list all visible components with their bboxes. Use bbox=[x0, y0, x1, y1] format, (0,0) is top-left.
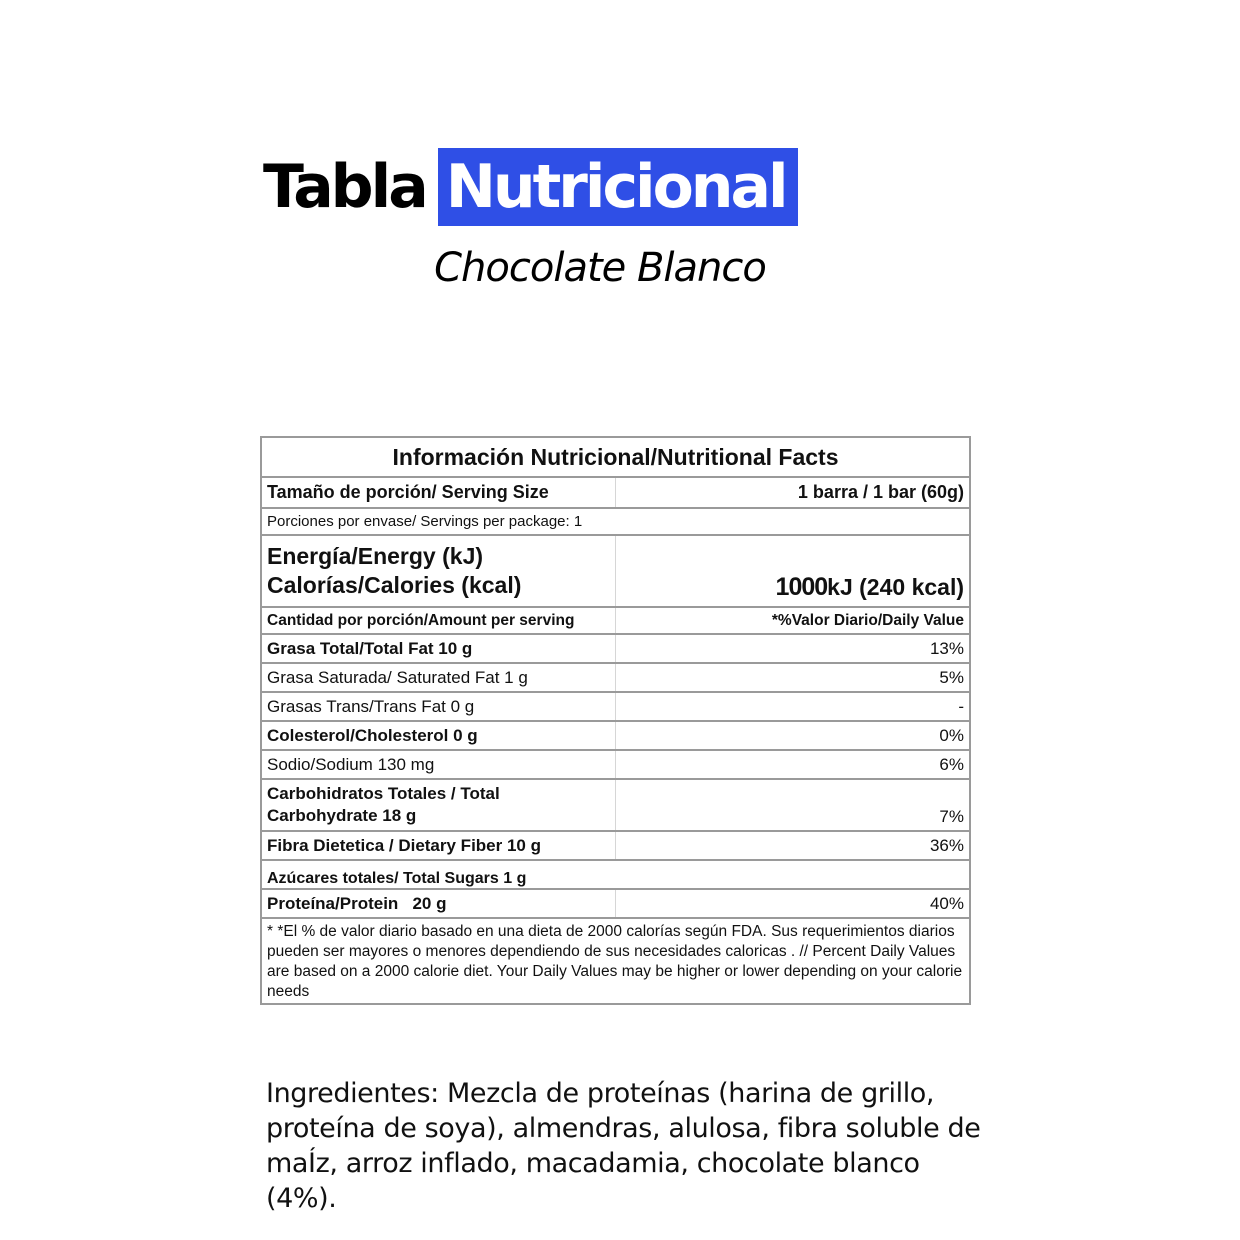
footnote-row bbox=[262, 918, 969, 1003]
nutrient-label: Sodio/Sodium 130 mg bbox=[262, 750, 616, 779]
serving-size-value: 1 barra / 1 bar (60g) bbox=[616, 477, 970, 508]
nutrition-facts-table bbox=[260, 436, 971, 1005]
page-title bbox=[263, 148, 798, 226]
protein-row bbox=[262, 889, 969, 918]
protein-label: Proteína/Protein 20 g bbox=[262, 889, 616, 918]
table-row bbox=[262, 663, 969, 692]
daily-value-label: *%Valor Diario/Daily Value bbox=[616, 607, 970, 634]
nutrient-value: 5% bbox=[616, 663, 970, 692]
nutrient-value: - bbox=[616, 692, 970, 721]
nutrient-label: Grasa Saturada/ Saturated Fat 1 g bbox=[262, 663, 616, 692]
serving-size-row bbox=[262, 477, 969, 508]
carbohydrate-row bbox=[262, 779, 969, 831]
calories-label: Calorías/Calories (kcal) bbox=[267, 572, 522, 598]
title-nutricional-highlight: Nutricional bbox=[438, 148, 798, 226]
nutrient-label: Colesterol/Cholesterol 0 g bbox=[262, 721, 616, 750]
fiber-value: 36% bbox=[616, 831, 970, 860]
fiber-label: Fibra Dietetica / Dietary Fiber 10 g bbox=[262, 831, 616, 860]
energy-value bbox=[616, 535, 970, 607]
servings-row bbox=[262, 508, 969, 535]
sugars-row bbox=[262, 860, 969, 889]
product-subtitle: Chocolate Blanco bbox=[434, 245, 766, 291]
energy-labels bbox=[262, 535, 616, 607]
amount-label: Cantidad por porción/Amount per serving bbox=[262, 607, 616, 634]
energy-value-kj: 1000 bbox=[775, 573, 828, 601]
energy-value-rest: kJ (240 kcal) bbox=[827, 574, 964, 600]
nutrient-value: 0% bbox=[616, 721, 970, 750]
table-row bbox=[262, 634, 969, 663]
sugars-label: Azúcares totales/ Total Sugars 1 g bbox=[262, 860, 969, 889]
table-row bbox=[262, 692, 969, 721]
table-row bbox=[262, 750, 969, 779]
nutrient-value: 13% bbox=[616, 634, 970, 663]
serving-size-label: Tamaño de porción/ Serving Size bbox=[262, 477, 616, 508]
carbohydrate-label-line-1: Carbohidratos Totales / Total bbox=[267, 784, 500, 803]
ingredients-text: Ingredientes: Mezcla de proteínas (harina de grillo, proteína de soya), almendras, alulosa, fibra soluble de maÍz, arroz inflado, macadamia, chocolate blanco (4%). bbox=[266, 1078, 981, 1214]
servings-per-package: Porciones por envase/ Servings per package: 1 bbox=[262, 508, 969, 535]
carbohydrate-label-line-2: Carbohydrate 18 g bbox=[267, 806, 417, 825]
amount-row bbox=[262, 607, 969, 634]
footnote-text: * *El % de valor diario basado en una dieta de 2000 calorías según FDA. Sus requerimientos diarios pueden ser mayores o menores dependiendo de sus necesidades caloricas . // Percent Daily Values are based on a 2000 calorie diet. Your Daily Values may be higher or lower depending on your calorie needs bbox=[267, 923, 963, 1000]
carbohydrate-label bbox=[262, 779, 616, 831]
facts-heading: Información Nutricional/Nutritional Facts bbox=[262, 438, 969, 477]
energy-row bbox=[262, 535, 969, 607]
table-row bbox=[262, 721, 969, 750]
nutrient-value: 6% bbox=[616, 750, 970, 779]
nutrient-label: Grasas Trans/Trans Fat 0 g bbox=[262, 692, 616, 721]
title-tabla: Tabla bbox=[263, 152, 426, 222]
nutrient-label: Grasa Total/Total Fat 10 g bbox=[262, 634, 616, 663]
protein-value: 40% bbox=[616, 889, 970, 918]
fiber-row bbox=[262, 831, 969, 860]
energy-label: Energía/Energy (kJ) bbox=[267, 543, 484, 569]
facts-heading-row bbox=[262, 438, 969, 477]
carbohydrate-value: 7% bbox=[616, 779, 970, 831]
